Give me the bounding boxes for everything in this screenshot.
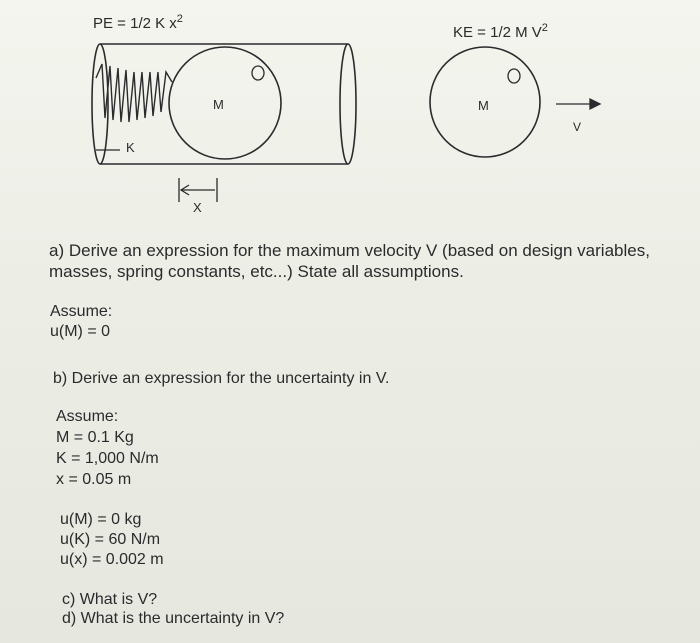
- ke-exponent: 2: [541, 22, 548, 34]
- mass-label-left: M: [213, 97, 224, 112]
- velocity-arrow: [556, 99, 600, 109]
- mass-ball-left: [169, 47, 281, 159]
- spring-label: K: [126, 140, 135, 155]
- part-c: c) What is V?: [62, 591, 158, 608]
- part-d: d) What is the uncertainty in V?: [62, 610, 285, 627]
- velocity-label: V: [573, 120, 582, 134]
- pe-exponent: 2: [176, 13, 183, 25]
- part-a-line1: a) Derive an expression for the maximum velocity V (based on design variables,: [49, 241, 650, 260]
- ke-formula: KE = 1/2 M $V^2$: [453, 22, 548, 41]
- mass-ball-right: [430, 47, 540, 157]
- assume-line: M = 0.1 Kg: [56, 429, 134, 446]
- part-a-line2: masses, spring constants, etc...) State all assumptions.: [49, 262, 464, 281]
- mass-label-right: M: [478, 98, 489, 113]
- spring-mass-figure: [0, 0, 700, 230]
- assume-line: x = 0.05 m: [56, 471, 132, 488]
- displacement-marker: [179, 178, 217, 202]
- assume-line: K = 1,000 N/m: [56, 450, 159, 467]
- uncertainty-line: u(x) = 0.002 m: [60, 551, 164, 568]
- assume-line: u(M) = 0: [50, 323, 111, 340]
- displacement-label: X: [193, 200, 202, 215]
- uncertainty-line: u(K) = 60 N/m: [60, 531, 161, 548]
- uncertainty-line: u(M) = 0 kg: [60, 511, 142, 528]
- assume-heading-2: Assume:: [56, 408, 119, 425]
- pe-formula: PE = 1/2 K $x^2$: [93, 13, 183, 32]
- part-b-line1: b) Derive an expression for the uncertainty in V.: [53, 370, 390, 387]
- assume-heading-1: Assume:: [50, 303, 113, 320]
